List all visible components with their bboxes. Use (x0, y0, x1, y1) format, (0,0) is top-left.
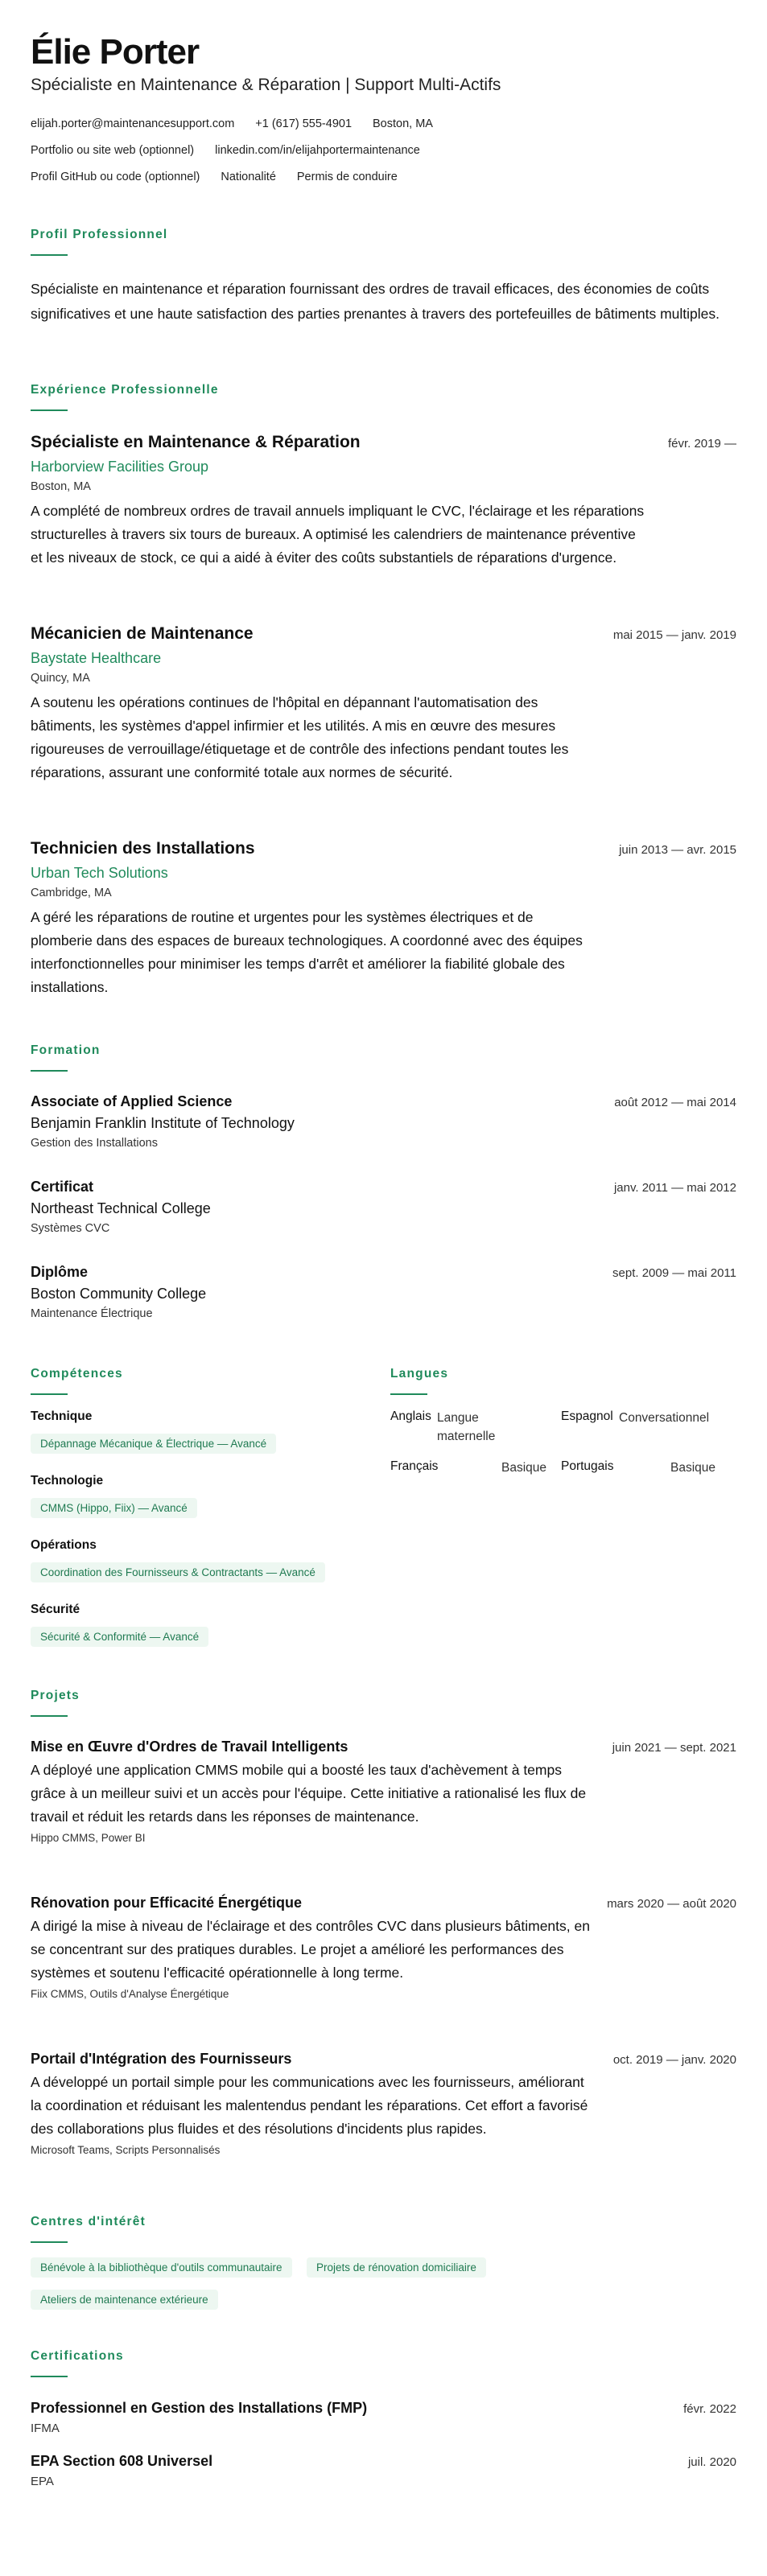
interests-tags (31, 2290, 594, 2310)
section-divider (31, 1393, 68, 1395)
projects-heading: Projets (31, 1689, 80, 1702)
interest-tag: Projets de rénovation domiciliaire (307, 2257, 486, 2278)
job-title: Mécanicien de Maintenance (31, 624, 254, 643)
certifications-section (31, 2349, 736, 2377)
interest-tag: Bénévole à la bibliothèque d'outils communautaire (31, 2257, 292, 2278)
edu-school: Benjamin Franklin Institute of Technology (31, 1115, 295, 1131)
skill-category: Opérations (31, 1538, 97, 1552)
skill-group (31, 1409, 385, 1454)
section-divider (31, 409, 68, 411)
project-title: Rénovation pour Efficacité Énergétique (31, 1895, 303, 1911)
language-level: Conversationnel (619, 1411, 710, 1425)
certifications-heading: Certifications (31, 2349, 124, 2363)
contact-email[interactable]: elijah.porter@maintenancesupport.com (31, 117, 235, 130)
experience-item (31, 433, 736, 570)
job-location: Cambridge, MA (31, 887, 112, 899)
profile-section (31, 228, 736, 327)
skill-group (31, 1474, 385, 1518)
contact-portfolio[interactable]: Portfolio ou site web (optionnel) (31, 144, 195, 157)
experience-section (31, 383, 736, 411)
section-divider (31, 2241, 68, 2243)
skills-section (31, 1367, 369, 1395)
project-date: oct. 2019 — janv. 2020 (612, 2053, 736, 2067)
experience-item (31, 839, 736, 999)
project-item (31, 2051, 736, 2156)
job-description: A soutenu les opérations continues de l'hôpital en dépannant l'automatisation des bâtiments, les systèmes d'appel infirmier et les utilités. A mis en œuvre des mesures rigoureuses de verrouillage/étiquetage et de contrôle des infections pendant toutes les réparations, assurant une conformité totale aux normes de sécurité. (31, 694, 569, 780)
edu-date: janv. 2011 — mai 2012 (613, 1181, 736, 1195)
job-title: Spécialiste en Maintenance & Réparation (31, 433, 361, 451)
project-title: Portail d'Intégration des Fournisseurs (31, 2051, 292, 2067)
skill-tag: CMMS (Hippo, Fiix) — Avancé (31, 1498, 197, 1518)
job-location: Boston, MA (31, 480, 91, 493)
contact-row-1 (31, 117, 433, 130)
project-tools: Fiix CMMS, Outils d'Analyse Énergétique (31, 1988, 229, 2000)
edu-degree: Certificat (31, 1179, 94, 1195)
projects-section (31, 1689, 736, 1717)
experience-heading: Expérience Professionnelle (31, 383, 219, 397)
project-date: mars 2020 — août 2020 (607, 1897, 736, 1911)
job-company: Baystate Healthcare (31, 650, 162, 666)
section-divider (31, 254, 68, 256)
project-title: Mise en Œuvre d'Ordres de Travail Intelligents (31, 1739, 348, 1755)
candidate-name: Élie Porter (31, 32, 200, 72)
project-tools: Microsoft Teams, Scripts Personnalisés (31, 2144, 221, 2156)
skill-tag: Coordination des Fournisseurs & Contractants — Avancé (31, 1562, 325, 1582)
job-location: Quincy, MA (31, 672, 90, 685)
section-divider (31, 1070, 68, 1072)
interest-tag: Ateliers de maintenance extérieure (31, 2290, 218, 2310)
section-divider (390, 1393, 427, 1395)
edu-field: Gestion des Installations (31, 1137, 158, 1150)
education-item (31, 1264, 736, 1320)
edu-school: Boston Community College (31, 1286, 207, 1302)
edu-degree: Associate of Applied Science (31, 1093, 233, 1109)
interests-section (31, 2215, 736, 2243)
cert-date: juil. 2020 (687, 2455, 736, 2469)
section-divider (31, 2376, 68, 2377)
skill-category: Sécurité (31, 1603, 80, 1616)
project-item (31, 1895, 736, 2000)
edu-date: sept. 2009 — mai 2011 (612, 1266, 736, 1280)
language-level: Basique (501, 1461, 547, 1475)
cert-issuer: EPA (31, 2475, 54, 2488)
contact-phone[interactable]: +1 (617) 555-4901 (255, 117, 353, 130)
project-description: A déployé une application CMMS mobile qui a boosté les taux d'achèvement à temps grâce à un meilleur suivi et un accès pour l'équipe. Cette initiative a rationalisé les flux de travail et réduit les retards dans les réponses de maintenance. (31, 1762, 587, 1825)
job-company: Harborview Facilities Group (31, 459, 209, 475)
skill-group (31, 1603, 385, 1647)
interests-heading: Centres d'intérêt (31, 2215, 146, 2228)
experience-item (31, 624, 736, 784)
contact-row-2 (31, 144, 420, 157)
language-name: Portugais (561, 1459, 614, 1473)
language-name: Anglais (390, 1409, 431, 1423)
languages-section (390, 1367, 736, 1395)
education-heading: Formation (31, 1043, 101, 1057)
skills-heading: Compétences (31, 1367, 123, 1381)
edu-field: Maintenance Électrique (31, 1307, 153, 1320)
language-name: Français (390, 1459, 439, 1473)
education-section (31, 1043, 736, 1072)
certification-item (31, 2453, 736, 2488)
edu-degree: Diplôme (31, 1264, 89, 1280)
candidate-subtitle: Spécialiste en Maintenance & Réparation | Support Multi-Actifs (31, 76, 501, 94)
job-title: Technicien des Installations (31, 839, 255, 858)
project-description: A développé un portail simple pour les communications avec les fournisseurs, améliorant la coordination et réduisant les malentendus pendant les réparations. Cet effort a favorisé des collaborations plus fluides et des résolutions d'incidents plus rapides. (31, 2074, 588, 2137)
job-description: A complété de nombreux ordres de travail annuels impliquant le CVC, l'éclairage et les réparations structurelles à travers six tours de bureaux. A optimisé les calendriers de maintenance préventive et les niveaux de stock, ce qui a aidé à éviter des coûts substantiels de réparations d'urgence. (31, 503, 645, 566)
project-description: A dirigé la mise à niveau de l'éclairage et des contrôles CVC dans plusieurs bâtiments, en se concentrant sur des pratiques durables. Le projet a amélioré les performances des systèmes et soutenu l'efficacité opérationnelle à long terme. (31, 1918, 590, 1981)
job-company: Urban Tech Solutions (31, 865, 168, 881)
profile-heading: Profil Professionnel (31, 228, 168, 241)
interests-tags (31, 2257, 594, 2278)
edu-field: Systèmes CVC (31, 1222, 110, 1235)
edu-school: Northeast Technical College (31, 1200, 211, 1216)
language-name: Espagnol (561, 1409, 613, 1423)
job-date: févr. 2019 — (667, 437, 736, 451)
contact-city: Boston, MA (373, 117, 433, 130)
cert-date: févr. 2022 (683, 2402, 736, 2416)
job-description: A géré les réparations de routine et urgentes pour les systèmes électriques et de plomberie dans des espaces de bureaux technologiques. A coordonné avec des équipes interfonctionnelles pour minimiser les temps d'arrêt et améliorer la fiabilité globale des installations. (31, 909, 583, 995)
profile-text: Spécialiste en maintenance et réparation fournissant des ordres de travail efficaces, des économies de coûts significatives et une haute satisfaction des parties prenantes à travers des portefeuilles de bâtiments multiples. (31, 281, 720, 322)
project-tools: Hippo CMMS, Power BI (31, 1832, 146, 1844)
contact-license: Permis de conduire (296, 171, 398, 183)
edu-date: août 2012 — mai 2014 (614, 1096, 736, 1109)
languages-heading: Langues (390, 1367, 449, 1381)
languages-grid (390, 1409, 736, 1506)
skill-group (31, 1538, 385, 1582)
cert-name: Professionnel en Gestion des Installations (FMP) (31, 2400, 368, 2416)
skill-category: Technique (31, 1409, 93, 1423)
contact-linkedin[interactable]: linkedin.com/in/elijahportermaintenance (215, 144, 420, 157)
project-item (31, 1739, 736, 1844)
language-level: Basique (670, 1461, 716, 1475)
skill-tag: Dépannage Mécanique & Électrique — Avancé (31, 1434, 276, 1454)
cert-issuer: IFMA (31, 2422, 60, 2435)
section-divider (31, 1715, 68, 1717)
education-item (31, 1179, 736, 1235)
contact-row-3 (31, 171, 398, 183)
project-date: juin 2021 — sept. 2021 (612, 1741, 736, 1755)
cert-name: EPA Section 608 Universel (31, 2453, 213, 2469)
skill-category: Technologie (31, 1474, 104, 1488)
certification-item (31, 2400, 736, 2435)
skill-tag: Sécurité & Conformité — Avancé (31, 1627, 208, 1647)
job-date: juin 2013 — avr. 2015 (619, 843, 736, 857)
contact-nationality: Nationalité (221, 171, 276, 183)
education-item (31, 1093, 736, 1150)
job-date: mai 2015 — janv. 2019 (612, 628, 736, 642)
contact-github[interactable]: Profil GitHub ou code (optionnel) (31, 171, 200, 183)
language-level: Langue maternelle (437, 1411, 496, 1443)
